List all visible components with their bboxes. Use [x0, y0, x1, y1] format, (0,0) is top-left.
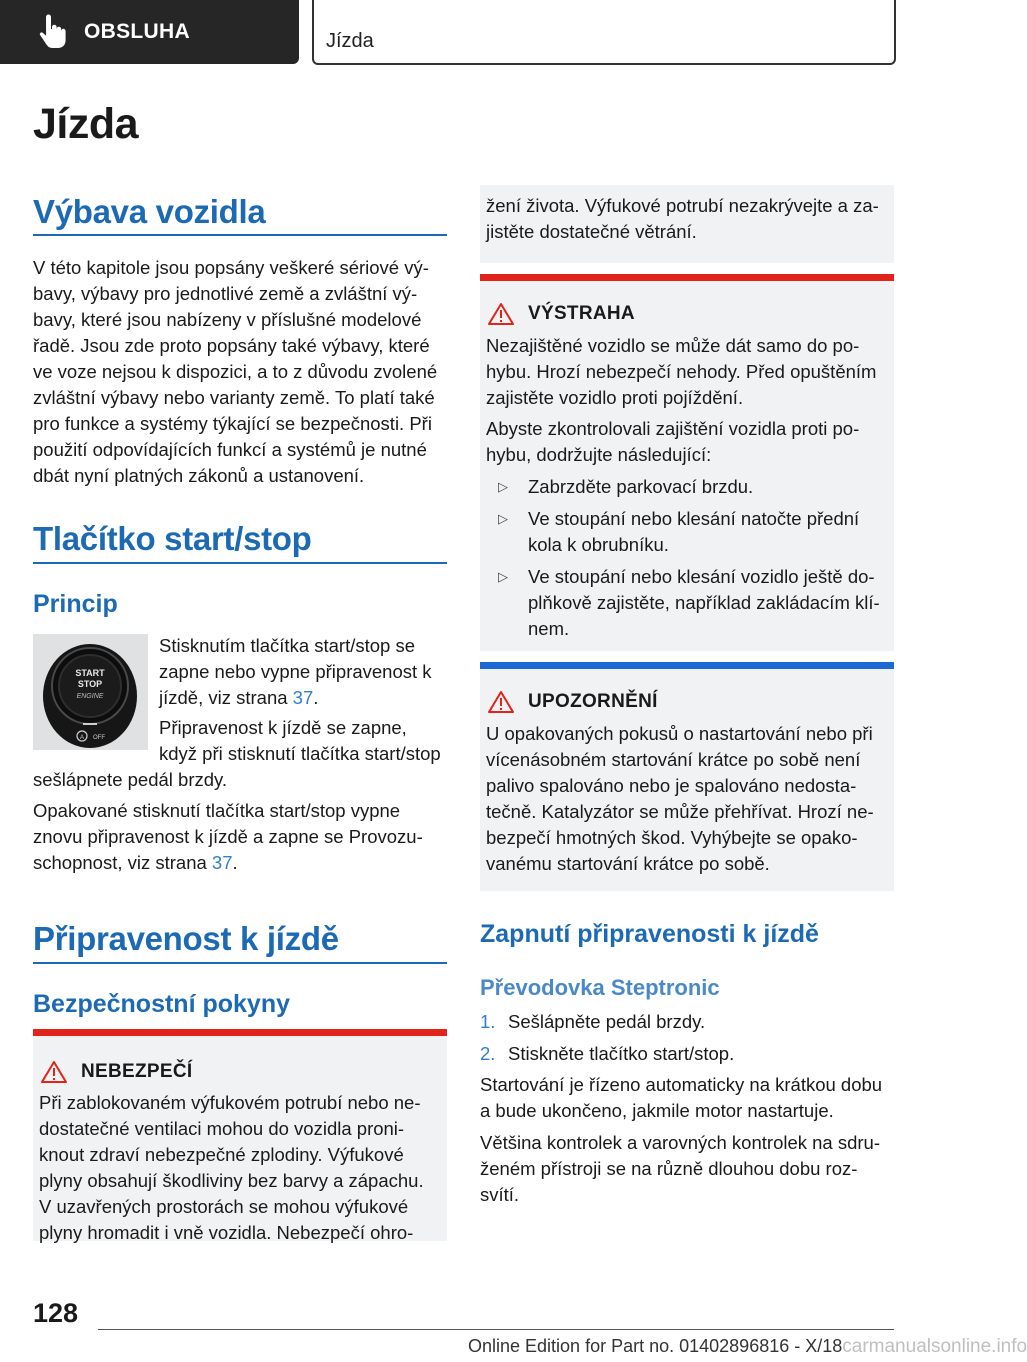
- notice-text: U opakovaných pokusů o nastartování nebo při vícenásobném startování krátce po sobě není palivo spalováno nebo je spalováno nedosta- tečně. Katalyzátor se může přehřívat. Hrozí ne- bezpečí hmotných škod. Vyhýbejte se opako- vanému startování krátce po sobě.: [486, 723, 874, 874]
- start-stop-button-image: [33, 634, 148, 750]
- footer-rule: [98, 1329, 894, 1330]
- notice-header: [488, 690, 658, 714]
- heading-rule: [33, 234, 447, 236]
- heading-bezpecnostni-pokyny: Bezpečnostní pokyny: [33, 990, 290, 1018]
- vybava-paragraph: V této kapitole jsou popsány veškeré sériové vý- bavy, výbavy pro jednotlivé země a zvláštní vý- bavy, které jsou nabízeny v příslušné modelové řadě. Jsou zde proto popsány také výbavy, které ve voze nejsou k dispozici, a to z důvodu zvolené zvláštní výbavy nebo varianty země. To platí také pro funkce a systémy týkající se bezpečnosti. Při použití odpovídajících funkcí a systémů je nutné dbát nyní platných zákonů a ustanovení.: [33, 257, 438, 486]
- princip-paragraph-2b: sešlápnete pedál brzdy.: [33, 769, 228, 790]
- danger-text-continued: žení života. Výfukové potrubí nezakrývejte a za- jistěte dostatečné větrání.: [486, 195, 879, 242]
- warning-box: [480, 274, 894, 651]
- heading-steptronic: Převodovka Steptronic: [480, 975, 720, 1000]
- watermark: carmanualsonline.info: [842, 1336, 1027, 1357]
- pointing-hand-icon: [36, 15, 66, 49]
- list-item: 2. Stiskněte tlačítko start/stop.: [480, 1043, 735, 1064]
- heading-rule: [33, 562, 447, 564]
- page-number: 128: [33, 1298, 79, 1328]
- danger-bar: [33, 1029, 447, 1036]
- princip-paragraph-3: Opakované stisknutí tlačítka start/stop vypne znovu připravenost k jízdě a zapne se Provozu- schopnost, viz strana 37.: [33, 800, 423, 873]
- chapter-label: Jízda: [326, 30, 374, 52]
- page-title: Jízda: [33, 100, 139, 148]
- princip-paragraph-1: Stisknutím tlačítka start/stop se zapne nebo vypne připravenost k jízdě, viz strana 37.: [159, 635, 432, 708]
- warning-triangle-icon: [41, 1060, 67, 1084]
- danger-box: [33, 1029, 447, 1241]
- danger-text: Při zablokovaném výfukovém potrubí nebo ne- dostatečné ventilaci mohou do vozidla proni- knout zdraví nebezpečné zplodiny. Výfukové plyny obsahují škodliviny bez barvy a zápachu. V uzavřených prostorách se mohou výfukové plyny hromadit i vně vozidla. Nebezpečí ohro-: [39, 1092, 424, 1243]
- list-item: ▷ Ve stoupání nebo klesání vozidlo ještě do- plňkově zajistěte, například zakládacím klí- nem.: [498, 566, 880, 639]
- list-item: ▷ Ve stoupání nebo klesání natočte přední kola k obrubníku.: [498, 508, 860, 555]
- warning-text-2: Abyste zkontrolovali zajištění vozidla proti po- hybu, dodržujte následující:: [486, 418, 860, 465]
- princip-paragraph-2a: Připravenost k jízdě se zapne, když při stisknutí tlačítka start/stop: [159, 717, 441, 764]
- heading-princip: Princip: [33, 590, 118, 618]
- section-label: OBSLUHA: [84, 20, 190, 43]
- zapnuti-paragraph-1: Startování je řízeno automaticky na krátkou dobu a bude ukončeno, jakmile motor nastartuje.: [480, 1074, 883, 1121]
- heading-tlacitko: Tlačítko start/stop: [33, 520, 312, 557]
- danger-title: NEBEZPEČÍ: [81, 1061, 193, 1082]
- section-tab[interactable]: [0, 0, 299, 64]
- danger-box-continued: [480, 185, 894, 263]
- list-item: 1. Sešlápněte pedál brzdy.: [480, 1011, 706, 1032]
- off-label: OFF: [93, 735, 105, 741]
- start-stop-button-illustration: [33, 634, 148, 750]
- danger-header: [41, 1060, 192, 1084]
- stop-label: STOP: [77, 679, 103, 689]
- svg-text:A: A: [79, 735, 85, 741]
- page-link[interactable]: 37: [292, 687, 314, 708]
- triangle-bullet-icon: ▷: [498, 511, 508, 526]
- warning-text: Nezajištěné vozidlo se může dát samo do po- hybu. Hrozí nebezpečí nehody. Před opuštěním zajistěte vozidlo proti pojíždění.: [486, 335, 877, 408]
- warning-header: [488, 302, 635, 326]
- notice-box: [480, 662, 894, 891]
- warning-triangle-icon: [488, 690, 514, 714]
- warning-title: VÝSTRAHA: [528, 303, 635, 324]
- heading-rule: [33, 962, 447, 964]
- heading-zapnuti: Zapnutí připravenosti k jízdě: [480, 920, 819, 948]
- warning-triangle-icon: [488, 302, 514, 326]
- warning-bar: [480, 274, 894, 281]
- heading-vybava: Výbava vozidla: [33, 193, 266, 230]
- engine-label: ENGINE: [76, 693, 104, 700]
- footer-edition: Online Edition for Part no. 01402896816 - X/18carmanualsonline.info: [468, 1336, 1027, 1357]
- chapter-tab[interactable]: [312, 0, 896, 65]
- heading-pripravenost: Připravenost k jízdě: [33, 920, 339, 957]
- list-item: ▷ Zabrzděte parkovací brzdu.: [486, 474, 890, 500]
- page-link[interactable]: 37: [211, 852, 233, 873]
- zapnuti-paragraph-2: Většina kontrolek a varovných kontrolek na sdru- ženém přístroji se na různě dlouhou dobu roz- svítí.: [480, 1132, 881, 1205]
- start-label: START: [75, 668, 105, 678]
- steps-list: [480, 1009, 894, 1073]
- notice-title: UPOZORNĚNÍ: [528, 691, 658, 712]
- triangle-bullet-icon: ▷: [498, 569, 508, 584]
- warning-bullet-list: [486, 474, 890, 648]
- notice-bar: [480, 662, 894, 669]
- triangle-bullet-icon: ▷: [498, 479, 508, 494]
